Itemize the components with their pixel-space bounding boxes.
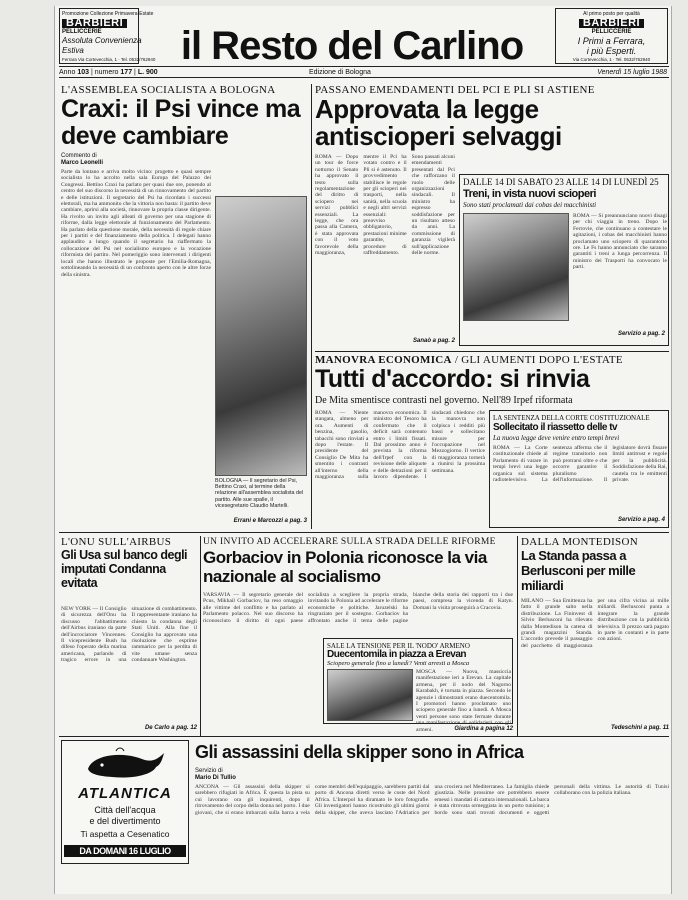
gorbaciov-refs[interactable]: Giardina a pagina 12 [454, 726, 513, 732]
anno: 103 [77, 69, 89, 76]
tv-box [489, 410, 669, 528]
masthead-title: il Resto del Carlino [180, 24, 524, 68]
ad-barbieri-right[interactable] [555, 8, 668, 64]
tv-refs[interactable]: Servizio a pag. 4 [617, 517, 665, 523]
treni-photo [463, 213, 569, 321]
tv-headline[interactable]: Sollecitato il riassetto delle tv [493, 422, 618, 433]
gorbaciov-body: VARSAVIA — Il segretario generale del Pcus, Mikhail Gorbaciov, ha reso omaggio alle vittime del conflitto e ha parlato al Parlamento polacco. Nel suo discorso ha riconosciuto il diritto di ogni paese socialista a scegliere la propria strada, invitando la Polonia ad accelerare le riforme economiche e politiche. Jaruzelski ha ringraziato per il sostegno. Gorbaciov ha affrontato anche il tema delle pagine bianche della storia dei rapporti tra i due paesi, compresa la vicenda di Katyn. Domani la visita proseguirà a Cracovia. [203, 592, 513, 624]
tv-sub: La nuova legge deve venire entro tempi brevi [493, 434, 620, 442]
issue-date: Venerdì 15 luglio 1988 [597, 69, 667, 76]
tv-kicker: LA SENTENZA DELLA CORTE COSTITUZIONALE [493, 414, 650, 422]
craxi-headline[interactable]: Craxi: il Psi vince ma deve cambiare [61, 95, 301, 150]
erevan-kicker: SALE LA TENSIONE PER IL 'NODO' ARMENO [327, 642, 470, 650]
craxi-body: Parte da lontano e arriva molto vicino: progetto e quasi sempre socialista lo ha accolto nella sala Europa del Palazzo dei Congressi. Bettino Craxi ha parlato per quasi due ore, ponendo al centro del suo discorso la necessità di un rinnovamento del partito e delle istituzioni. Il segretario del Psi ha ricordato i successi elettorali, ma ha ammonito che la vittoria non basta: il partito deve cambiare, aprirsi alla società, rinnovare la propria classe dirigente. Ha rivolto un invito agli alleati di governo per una stagione di riforme, dalla legge elettorale al funzionamento del Parlamento. Ha parlato della questione morale, della necessità di regole chiare per i partiti e del finanziamento della politica. I delegati hanno applaudito a lungo quando il segretario ha riaffermato la collocazione del Psi nel socialismo europeo e la vocazione riformista del partito. Nel pomeriggio sono intervenuti i dirigenti locali che hanno illustrato le proposte per l'Emilia-Romagna, sottolineando la necessità di un confronto aperto con le altre forze della sinistra. [61, 169, 211, 278]
ad-slogan-2: Estiva [62, 46, 84, 55]
numero-label: numero [94, 69, 119, 76]
manovra-kicker-right: / GLI AUMENTI DOPO L'ESTATE [454, 354, 623, 366]
sciopero-refs[interactable]: Sanaò a pag. 2 [412, 338, 455, 344]
africa-body: ANCONA — Gli assassini della skipper si sarebbero rifugiati in Africa. È questa la pista su cui lavorano ora gli inquirenti, dopo il ritrovamento del corpo della donna nel porto. I due giovani, che si erano imbarcati sulla barca a vela come membri dell'equipaggio, sarebbero partiti dal porto di Ancona diretti verso le coste del Nord Africa. L'Interpol ha diramato le loro fotografie. Gli investigatori hanno ricostruito gli ultimi giorni della skipper, che aveva lasciato l'Adriatico per una crociera nel Mediterraneo. La famiglia chiede giustizia. Nelle prossime ore potrebbero essere emessi i mandati di cattura internazionali. La barca è stata ritrovata ormeggiata in un porto tunisino; a bordo sono stati trovati documenti e oggetti personali della vittima. Le autorità di Tunisi collaborano con la polizia italiana. [195, 784, 669, 816]
craxi-photo [215, 196, 307, 476]
sciopero-kicker: PASSANO EMENDAMENTI DEL PCI E PLI SI ASTIENE [315, 84, 595, 96]
sciopero-headline[interactable]: Approvata la legge antiscioperi selvaggi [315, 94, 562, 151]
whale-icon [82, 747, 170, 783]
ad-top-line: Promozione Collezione Primavera-Estate [62, 11, 154, 17]
standa-refs[interactable]: Tedeschini a pag. 11 [610, 725, 669, 731]
atlantica-line-4: DA DOMANI 16 LUGLIO [64, 845, 186, 857]
treni-box [459, 174, 669, 346]
ad-category: PELLICCERIE [62, 29, 102, 35]
manovra-kicker-left: MANOVRA ECONOMICA [315, 354, 452, 366]
craxi-column-label: Commento di [61, 153, 97, 159]
ad-top-line: Al primo posto per qualità [583, 11, 640, 17]
africa-headline[interactable]: Gli assassini della skipper sono in Africa [195, 742, 524, 762]
manovra-sub: De Mita smentisce contrasti nel governo. Nell'89 Irpef riformata [315, 395, 573, 406]
atlantica-line-1: Città dell'acqua [94, 805, 156, 815]
erevan-photo [327, 669, 413, 721]
newspaper-page [54, 6, 672, 894]
atlantica-line-2: e del divertimento [89, 816, 161, 826]
treni-refs[interactable]: Servizio a pag. 2 [617, 331, 665, 337]
standa-kicker: DALLA MONTEDISON [521, 536, 638, 548]
gorbaciov-kicker: UN INVITO AD ACCELERARE SULLA STRADA DELLE RIFORME [203, 537, 496, 547]
treni-sub: Sono stati proclamati dai cobas dei macchinisti [463, 201, 597, 209]
anno-label: Anno [59, 69, 76, 76]
treni-body: ROMA — Si preannunciano nuovi disagi per chi viaggia in treno. Dopo le Ferrovie, che continuano a contestare le agitazioni, i cobas dei macchinisti hanno proclamato uno sciopero di quarantotto ore. Le Fs hanno annunciato che saranno garantiti i treni a lunga percorrenza. Il ministro dei Trasporti ha convocato le parti. [573, 213, 667, 271]
erevan-body: MOSCA — Nuova, massiccia manifestazione ieri a Erevan. La capitale armena, per il nodo del Nagorno Karabakh, è tornata in piazza. Secondo le agenzie i dimostranti erano duecentomila. I promotori hanno proclamato uno sciopero generale fino a lunedì. A Mosca venti persone sono state fermate durante una manifestazione di solidarietà con gli armeni. [416, 669, 511, 733]
ad-barbieri-left[interactable] [59, 8, 156, 64]
manovra-body: ROMA — Niente stangata, almeno per ora. Aumenti di benzina, gasolio, tabacchi sono rinviati a dopo l'estate. Il presidente del Consiglio De Mita ha smentito i contrasti all'interno della maggioranza sulla manovra economica. Il ministro del Tesoro ha confermato che il deficit sarà contenuto entro i limiti fissati. Dal prossimo anno è prevista la riforma dell'Irpef con la revisione delle aliquote e delle detrazioni per il lavoro dipendente. I sindacati chiedono che la manovra non colpisca i redditi più bassi e sollecitano misure per l'occupazione nel Mezzogiorno. Il vertice di maggioranza tornerà a riunirsi la prossima settimana. [315, 410, 485, 481]
manovra-headline[interactable]: Tutti d'accordo: si rinvia [315, 365, 590, 393]
ad-address: Ferrara Via Cortevecchia, 1 · Tel. 0532/762940 [62, 57, 156, 62]
treni-headline[interactable]: Treni, in vista nuovi scioperi [463, 188, 596, 200]
ad-brand: BARBIERI [579, 19, 644, 28]
numero: 177 [120, 69, 133, 76]
africa-byline-label: Servizio di [195, 768, 223, 774]
gorbaciov-headline[interactable]: Gorbaciov in Polonia riconosce la via nazionale al socialismo [203, 548, 487, 586]
craxi-caption: BOLOGNA — Il segretario del Psi, Bettino Craxi, al termine della relazione all'assemblea socialista del partito. Alle sue spalle, il vicesegretario Claudio Martelli. [215, 478, 304, 509]
edition: Edizione di Bologna [309, 69, 371, 76]
erevan-sub: Sciopero generale fino a lunedì? Venti arresti a Mosca [327, 660, 470, 667]
ad-brand: BARBIERI [62, 19, 127, 28]
usa-kicker: L'ONU SULL'AIRBUS [61, 536, 172, 548]
ad-category: PELLICCERIE [591, 29, 632, 35]
sciopero-body: ROMA — Dopo un tour de force notturno il Senato ha approvato il testo sulla regolamentazione del diritto di sciopero nei servizi pubblici essenziali. La legge, che ora passa alla Camera, è stata approvata con il voto favorevole della maggioranza, mentre il Pci ha votato contro e il Pli si è astenuto. Il provvedimento stabilisce le regole per gli scioperi nei trasporti, nella sanità, nella scuola e negli altri servizi essenziali: preavviso obbligatorio, prestazioni minime garantite, procedure di raffreddamento. Sono passati alcuni emendamenti presentati dal Pci che rafforzano il ruolo delle organizzazioni sindacali. Il ministro ha espresso soddisfazione per un risultato atteso da anni. La commissione di garanzia vigilerà sull'applicazione delle norme. [315, 154, 455, 257]
usa-refs[interactable]: De Carlo a pag. 12 [144, 725, 197, 731]
ad-atlantica[interactable] [61, 740, 189, 864]
craxi-author: Marco Leonelli [61, 160, 104, 166]
erevan-headline[interactable]: Duecentomila in piazza a Erevan [327, 649, 466, 660]
usa-body: NEW YORK — Il Consiglio di sicurezza dell'Onu ha discusso l'abbattimento dell'Airbus iraniano da parte dell'incrociatore Vincennes. Il vicepresidente Bush ha difeso l'operato della marina americana, parlando di tragico errore in una situazione di combattimento. Il rappresentante iraniano ha chiesto la condanna degli Stati Uniti. Alla fine il Consiglio ha approvato una risoluzione che esprime rammarico per la perdita di vite umane senza condannare Washington. [61, 606, 197, 664]
standa-headline[interactable]: La Standa passa a Berlusconi per mille miliardi [521, 548, 636, 593]
ad-address: Via Cortevecchia, 1 · Tel. 0532/762940 [572, 57, 651, 62]
atlantica-logo: ATLANTICA [78, 785, 172, 802]
usa-headline[interactable]: Gli Usa sul banco degli imputati Condanna evitata [61, 548, 188, 590]
atlantica-line-3: Ti aspetta a Cesenatico [80, 829, 170, 839]
ad-slogan-1: I Primi a Ferrara, [577, 36, 646, 46]
treni-kicker: DALLE 14 DI SABATO 23 ALLE 14 DI LUNEDÌ 25 [463, 177, 659, 187]
ad-slogan-1: Assoluta Convenienza [62, 36, 142, 45]
dateline: Anno 103 | numero 177 | L. 900 Edizione di Bologna Venerdì 15 luglio 1988 [59, 66, 669, 78]
africa-author: Mario Di Tullio [195, 775, 236, 781]
standa-body: MILANO — Sua Emittenza ha fatto il grande salto nella distribuzione. La Fininvest di Silvio Berlusconi ha rilevato dalla Montedison la catena di grandi magazzini Standa. L'accordo prevede il passaggio del pacchetto di maggioranza per una cifra vicina ai mille miliardi. Berlusconi punta a integrare la grande distribuzione con la pubblicità televisiva. Il prezzo sarà pagato in parte in contanti e in parte con azioni. [521, 598, 669, 649]
price: L. 900 [137, 69, 158, 76]
ad-slogan-2: i più Esperti. [586, 46, 637, 56]
tv-body: ROMA — La Corte costituzionale chiede al Parlamento di varare in tempi brevi una legge organica sul sistema radiotelevisivo. La sentenza afferma che il regime transitorio non può protrarsi oltre e che occorre garantire il pluralismo dell'informazione. Il legislatore dovrà fissare limiti antitrust e regole per la pubblicità. Soddisfazione della Rai, cautela tra le emittenti private. [493, 445, 667, 484]
craxi-kicker: L'ASSEMBLEA SOCIALISTA A BOLOGNA [61, 84, 276, 96]
craxi-refs[interactable]: Errani e Marcozzi a pag. 3 [233, 518, 307, 524]
